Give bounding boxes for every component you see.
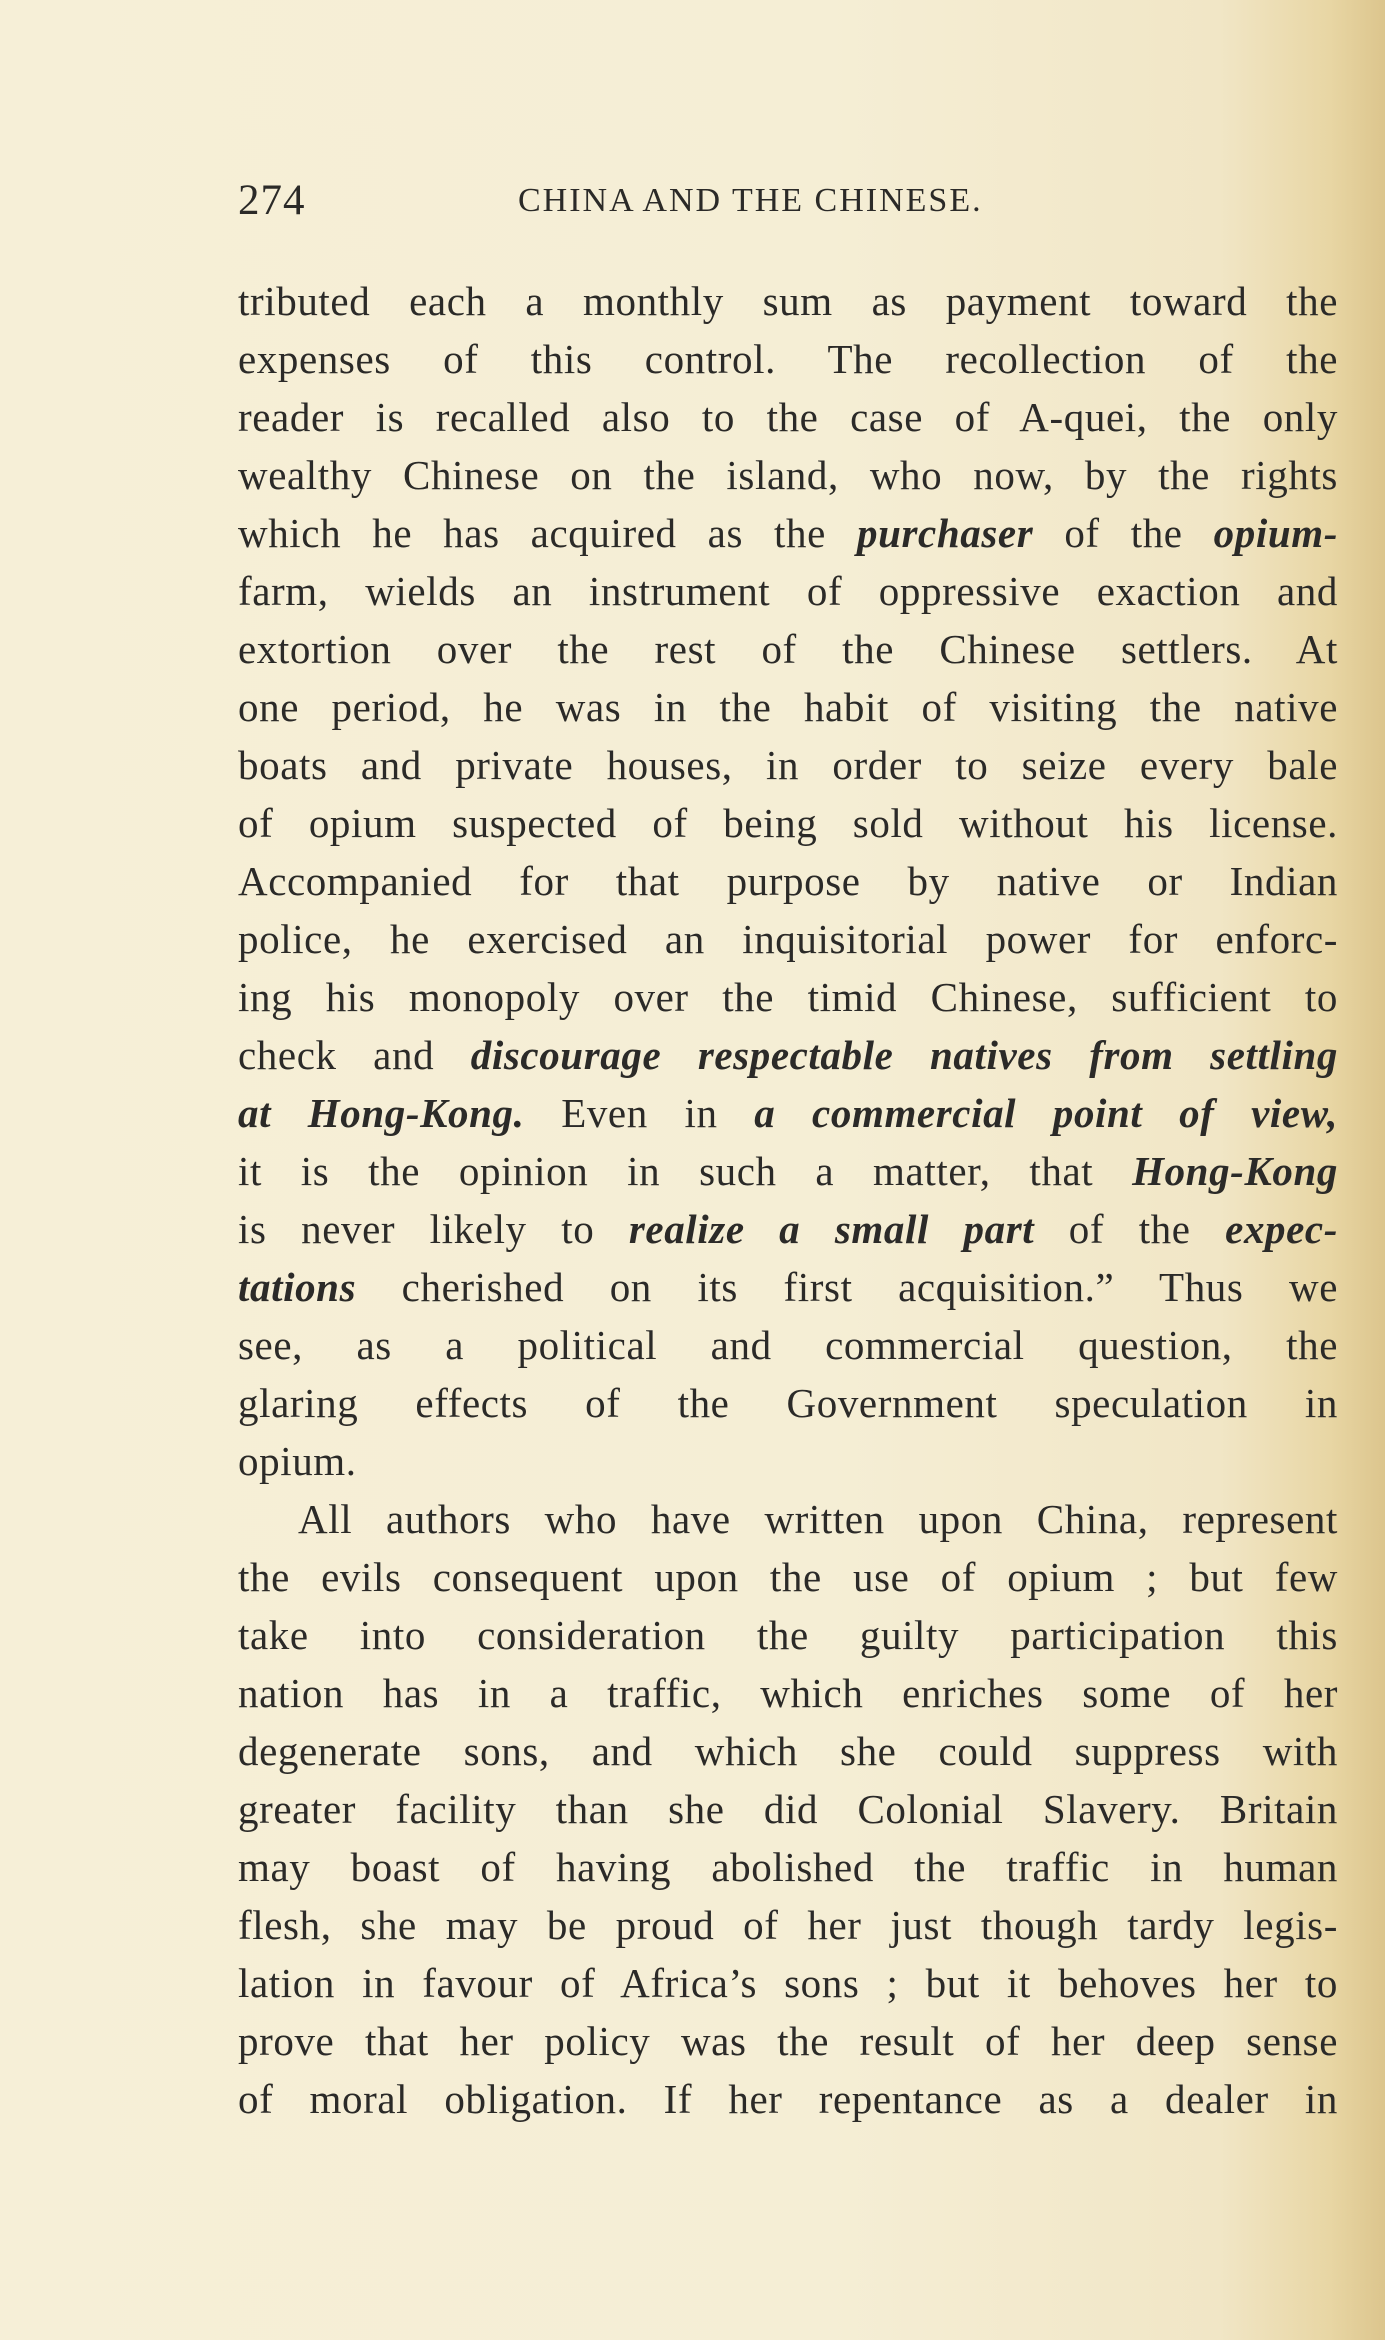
text-run: lation in favour of Africa’s sons ; but it behoves her to [238, 1960, 1338, 2006]
text-run: expenses of this control. The recollection of the [238, 336, 1338, 382]
text-run: Accompanied for that purpose by native or Indian [238, 858, 1338, 904]
page-number: 274 [238, 177, 306, 224]
text-run: All authors who have written upon China, represent [298, 1496, 1338, 1542]
body-text [238, 272, 1338, 2128]
italic-text: a commercial point of view, [754, 1090, 1338, 1136]
text-line [238, 1490, 1338, 1548]
page-header [238, 176, 1338, 236]
text-line [238, 736, 1338, 794]
text-line [238, 678, 1338, 736]
text-line [238, 1954, 1338, 2012]
text-run: is never likely to [238, 1206, 629, 1252]
text-run: wealthy Chinese on the island, who now, by the rights [238, 452, 1338, 498]
text-run: see, as a political and commercial question, the [238, 1322, 1338, 1368]
text-run: reader is recalled also to the case of A-quei, the only [238, 394, 1338, 440]
text-line [238, 1432, 1338, 1490]
text-run: check and [238, 1032, 471, 1078]
text-run: greater facility than she did Colonial Slavery. Britain [238, 1786, 1338, 1832]
text-run: extortion over the rest of the Chinese settlers. At [238, 626, 1338, 672]
text-run: prove that her policy was the result of her deep sense [238, 2018, 1338, 2064]
text-line [238, 1200, 1338, 1258]
text-line [238, 1722, 1338, 1780]
text-run: Even in [524, 1090, 755, 1136]
text-line [238, 1374, 1338, 1432]
text-line [238, 272, 1338, 330]
italic-text: purchaser [857, 510, 1034, 556]
text-line [238, 1548, 1338, 1606]
text-run: one period, he was in the habit of visiting the native [238, 684, 1338, 730]
text-line [238, 1780, 1338, 1838]
text-run: nation has in a traffic, which enriches some of her [238, 1670, 1338, 1716]
text-run: may boast of having abolished the traffic in human [238, 1844, 1338, 1890]
text-run: ing his monopoly over the timid Chinese, sufficient to [238, 974, 1338, 1020]
text-line [238, 2012, 1338, 2070]
text-run: boats and private houses, in order to seize every bale [238, 742, 1338, 788]
text-line [238, 620, 1338, 678]
italic-text: opium- [1213, 510, 1338, 556]
text-run: of opium suspected of being sold without his license. [238, 800, 1338, 846]
text-line [238, 1258, 1338, 1316]
text-line [238, 1142, 1338, 1200]
text-run: degenerate sons, and which she could suppress with [238, 1728, 1338, 1774]
text-line [238, 852, 1338, 910]
italic-text: discourage respectable natives from settling [470, 1032, 1338, 1078]
text-run: cherished on its first acquisition.” Thus we [356, 1264, 1338, 1310]
text-line [238, 1896, 1338, 1954]
text-run: which he has acquired as the [238, 510, 857, 556]
text-run: opium. [238, 1438, 357, 1484]
italic-text: expec- [1225, 1206, 1338, 1252]
text-run: the evils consequent upon the use of opium ; but few [238, 1554, 1338, 1600]
running-title: CHINA AND THE CHINESE. [518, 182, 983, 219]
text-run: take into consideration the guilty participation this [238, 1612, 1338, 1658]
text-line [238, 562, 1338, 620]
italic-text: Hong-Kong [1132, 1148, 1338, 1194]
text-line [238, 330, 1338, 388]
text-run: glaring effects of the Government speculation in [238, 1380, 1338, 1426]
text-run: it is the opinion in such a matter, that [238, 1148, 1133, 1194]
text-run: police, he exercised an inquisitorial power for enforc- [238, 916, 1338, 962]
text-run: tributed each a monthly sum as payment toward the [238, 278, 1338, 324]
text-line [238, 2070, 1338, 2128]
text-line [238, 504, 1338, 562]
text-line [238, 1026, 1338, 1084]
text-run: of moral obligation. If her repentance as a dealer in [238, 2076, 1338, 2122]
text-line [238, 910, 1338, 968]
text-line [238, 1316, 1338, 1374]
text-line [238, 1838, 1338, 1896]
italic-text: tations [238, 1264, 357, 1310]
italic-text: realize a small part [628, 1206, 1035, 1252]
text-line [238, 388, 1338, 446]
text-line [238, 1606, 1338, 1664]
italic-text: at Hong-Kong. [238, 1090, 525, 1136]
text-run: flesh, she may be proud of her just though tardy legis- [238, 1902, 1338, 1948]
text-line [238, 1084, 1338, 1142]
text-run: of the [1034, 1206, 1226, 1252]
text-run: of the [1033, 510, 1214, 556]
text-line [238, 1664, 1338, 1722]
text-line [238, 794, 1338, 852]
text-line [238, 446, 1338, 504]
text-line [238, 968, 1338, 1026]
text-run: farm, wields an instrument of oppressive exaction and [238, 568, 1338, 614]
